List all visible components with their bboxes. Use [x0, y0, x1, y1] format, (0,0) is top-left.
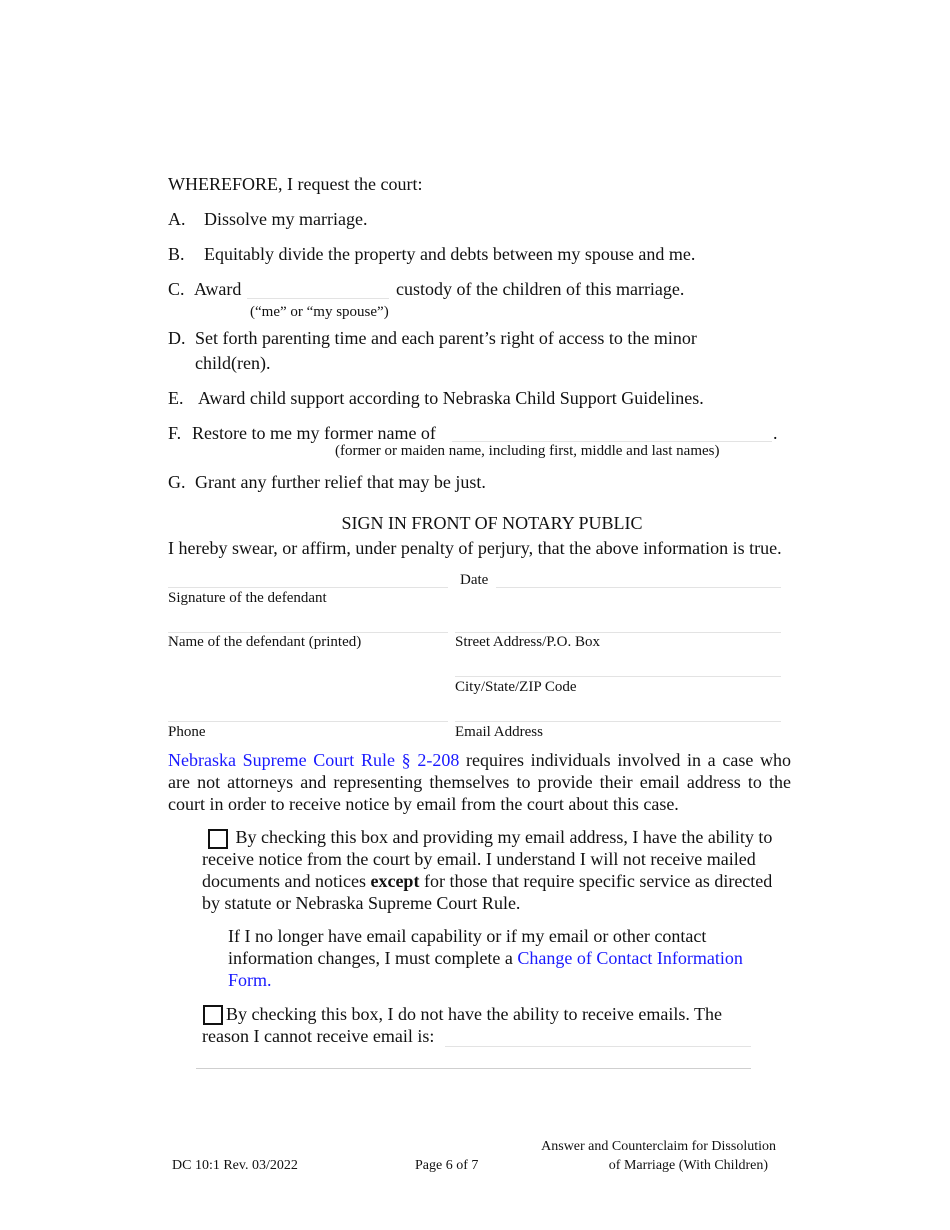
notary-oath: I hereby swear, or affirm, under penalty of perjury, that the above information is true.	[168, 538, 782, 558]
street-address-field[interactable]	[455, 612, 781, 633]
request-e	[168, 388, 704, 409]
request-f-period: .	[773, 423, 778, 443]
no-email-reason-field[interactable]	[445, 1026, 751, 1047]
email-notice	[168, 749, 791, 815]
email-consent-text	[202, 826, 794, 914]
email-label: Email Address	[455, 724, 543, 740]
phone-field[interactable]	[168, 701, 448, 722]
email-field[interactable]	[455, 701, 781, 722]
city-state-zip-field[interactable]	[455, 656, 781, 677]
request-g-marker: G.	[168, 472, 186, 492]
request-a	[168, 209, 367, 230]
custody-hint: (“me” or “my spouse”)	[250, 304, 389, 320]
request-c-award: Award	[194, 279, 242, 299]
change-notice-text: If I no longer have email capability or if my email or other contact information changes, I must complete a	[228, 926, 707, 968]
footer-form-id: DC 10:1 Rev. 03/2022	[172, 1158, 298, 1173]
request-a-text: Dissolve my marriage.	[204, 209, 368, 229]
request-c-marker: C.	[168, 279, 185, 299]
request-d-marker: D.	[168, 328, 186, 348]
no-email-reason-line2[interactable]	[196, 1068, 751, 1069]
request-f-marker: F.	[168, 423, 182, 443]
request-c-text: custody of the children of this marriage.	[396, 279, 685, 299]
intro-text: WHEREFORE, I request the court:	[168, 174, 423, 194]
custody-field[interactable]	[247, 278, 389, 299]
rule-link[interactable]: Nebraska Supreme Court Rule § 2-208	[168, 750, 460, 770]
signature-field[interactable]	[168, 567, 448, 588]
street-address-label: Street Address/P.O. Box	[455, 634, 601, 650]
footer-title-1: Answer and Counterclaim for Dissolution	[541, 1139, 776, 1154]
footer-page: Page 6 of 7	[415, 1158, 479, 1173]
request-b-marker: B.	[168, 244, 185, 264]
request-e-marker: E.	[168, 388, 184, 408]
date-field[interactable]	[496, 567, 781, 588]
change-notice	[228, 925, 768, 991]
no-email-checkbox[interactable]	[203, 1005, 223, 1025]
change-of-contact-link[interactable]: Change of Contact Information Form.	[228, 948, 743, 990]
former-name-field[interactable]	[452, 421, 772, 442]
request-g-text: Grant any further relief that may be just.	[195, 472, 486, 492]
signature-label: Signature of the defendant	[168, 590, 327, 606]
date-label: Date	[460, 572, 489, 588]
printed-name-field[interactable]	[168, 612, 448, 633]
request-a-marker: A.	[168, 209, 186, 229]
footer-title-2: of Marriage (With Children)	[608, 1158, 768, 1173]
request-b	[168, 244, 695, 265]
no-email-line2: reason I cannot receive email is:	[202, 1026, 435, 1046]
city-state-zip-label: City/State/ZIP Code	[455, 679, 577, 695]
request-b-text: Equitably divide the property and debts between my spouse and me.	[204, 244, 696, 264]
notary-heading: SIGN IN FRONT OF NOTARY PUBLIC	[341, 513, 643, 533]
request-d-line2: child(ren).	[195, 353, 271, 373]
printed-name-label: Name of the defendant (printed)	[168, 634, 362, 650]
phone-label: Phone	[168, 724, 206, 740]
request-f-text: Restore to me my former name of	[192, 423, 436, 443]
option1-text-b: for those that require specific service as directed by statute or Nebraska Supreme Court Rule.	[202, 871, 773, 913]
option1-text-a: By checking this box and providing my email address, I have the ability to receive notice from the court by email. I understand I will not receive mailed documents and notices	[202, 827, 773, 891]
request-d-line1: Set forth parenting time and each parent’s right of access to the minor	[195, 328, 697, 348]
option1-bold: except	[370, 871, 420, 891]
no-email-line1: By checking this box, I do not have the ability to receive emails. The	[226, 1004, 723, 1024]
request-e-text: Award child support according to Nebraska Child Support Guidelines.	[198, 388, 704, 408]
former-name-hint: (former or maiden name, including first, middle and last names)	[335, 443, 720, 459]
email-notice-text: requires individuals involved in a case who are not attorneys and representing themselves to provide their email address to the court in order to receive notice by email from the court about this case.	[168, 750, 791, 814]
